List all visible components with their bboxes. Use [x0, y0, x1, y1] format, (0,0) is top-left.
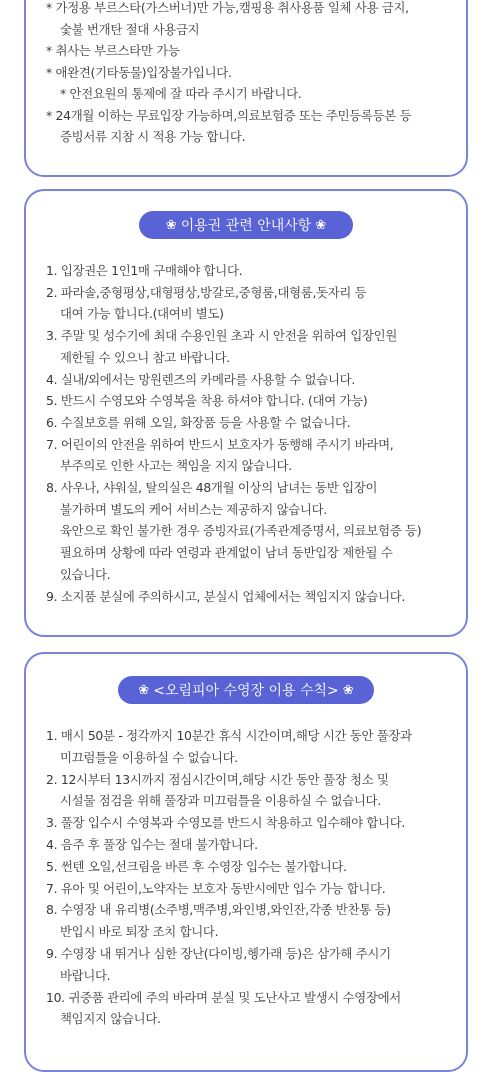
- flower-icon: ❀: [315, 217, 327, 233]
- card1-line: * 애완견(기타동물)입장불가입니다.: [46, 64, 232, 80]
- card3-line: 3. 풀장 입수시 수영복과 수영모를 반드시 착용하고 입수해야 합니다.: [46, 815, 406, 831]
- card2-line: 필요하며 상황에 따라 연령과 관계없이 남녀 동반입장 제한될 수: [60, 545, 393, 561]
- card3-line: 5. 썬텐 오일,선크림을 바른 후 수영장 입수는 불가합니다.: [46, 858, 347, 874]
- card3-line: 8. 수영장 내 유리병(소주병,맥주병,와인병,와인잔,각종 반찬통 등): [46, 902, 391, 918]
- card2-line: 2. 파라솔,중형평상,대형평상,방갈로,중형룸,대형룸,돗자리 등: [46, 284, 367, 300]
- section-title-pool-rules-text: <오림피아 수영장 이용 수칙>: [153, 683, 339, 699]
- card2-line: 8. 사우나, 샤워실, 탈의실은 48개월 이상의 남녀는 동반 입장이: [46, 480, 378, 495]
- section-title-ticket: [139, 211, 353, 239]
- card1-line: * 가정용 부르스타(가스버너)만 가능,캠핑용 취사용품 일체 사용 금지,: [46, 0, 409, 15]
- card1-line: 숯불 번개탄 절대 사용금지: [60, 21, 200, 37]
- section-title-pool-rules: [118, 676, 374, 704]
- card2-line: 있습니다.: [60, 566, 111, 582]
- card1-line: * 안전요원의 통제에 잘 따라 주시기 바랍니다.: [60, 86, 302, 101]
- card2-line: 육안으로 확인 불가한 경우 증빙자료(가족관계증명서, 의료보험증 등): [60, 523, 422, 539]
- card2-line: 9. 소지품 분실에 주의하시고, 분실시 업체에서는 책임지지 않습니다.: [46, 588, 406, 604]
- card1-line: * 24개월 이하는 무료입장 가능하며,의료보험증 또는 주민등록등본 등: [46, 107, 412, 123]
- section-title-ticket-text: 이용권 관련 안내사항: [180, 218, 312, 234]
- card2-line: 1. 입장권은 1인1매 구매해야 합니다.: [46, 263, 243, 278]
- card2-line: 7. 어린이의 안전을 위하여 반드시 보호자가 동행해 주시기 바라며,: [46, 436, 394, 452]
- card1-line: 증빙서류 지참 시 적용 가능 합니다.: [60, 129, 246, 144]
- card3-line: 10. 귀중품 관리에 주의 바라며 분실 및 도난사고 발생시 수영장에서: [46, 989, 401, 1005]
- card3-line: 1. 매시 50분 - 정각까지 10분간 휴식 시간이며,해당 시간 동안 풀장과: [46, 728, 412, 743]
- card3-line: 7. 유아 및 어린이,노약자는 보호자 동반시에만 입수 가능 합니다.: [46, 880, 386, 896]
- card3-line: 시설물 점검을 위해 풀장과 미끄럼틀을 이용하실 수 없습니다.: [60, 793, 381, 809]
- card2-line: 4. 실내/외에서는 망원렌즈의 카메라를 사용할 수 없습니다.: [46, 371, 355, 387]
- flower-icon: ❀: [342, 682, 354, 698]
- card2-line: 부주의로 인한 사고는 책임을 지지 않습니다.: [60, 458, 292, 474]
- card3-line: 반입시 바로 퇴장 조치 합니다.: [60, 924, 219, 940]
- flower-icon: ❀: [165, 217, 177, 233]
- card3-line: 9. 수영장 내 뛰거나 심한 장난(다이빙,헹가래 등)은 삼가해 주시기: [46, 946, 391, 961]
- flower-icon: ❀: [138, 682, 150, 698]
- card3-line: 4. 음주 후 풀장 입수는 절대 불가합니다.: [46, 837, 258, 852]
- card3-line: 바랍니다.: [60, 967, 111, 983]
- card1-line: * 취사는 부르스타만 가능: [46, 43, 180, 58]
- card3-line: 미끄럼틀을 이용하실 수 없습니다.: [60, 749, 238, 765]
- card3-line: 책임지지 않습니다.: [60, 1011, 161, 1027]
- card2-line: 대여 가능 합니다.(대여비 별도): [60, 306, 224, 322]
- card2-line: 제한될 수 있으니 참고 바랍니다.: [60, 349, 230, 365]
- card3-line: 2. 12시부터 13시까지 점심시간이며,해당 시간 동안 풀장 청소 및: [46, 771, 389, 787]
- card2-line: 불가하며 별도의 케어 서비스는 제공하지 않습니다.: [60, 501, 327, 517]
- card2-line: 3. 주말 및 성수기에 최대 수용인원 초과 시 안전을 위하여 입장인원: [46, 328, 398, 344]
- card2-line: 5. 반드시 수영모와 수영복을 착용 하셔야 합니다. (대여 가능): [46, 393, 368, 409]
- card2-line: 6. 수질보호를 위해 오일, 화장품 등을 사용할 수 없습니다.: [46, 414, 351, 430]
